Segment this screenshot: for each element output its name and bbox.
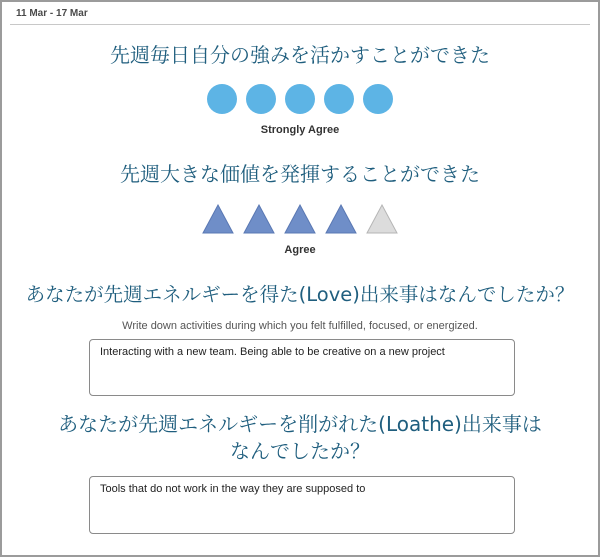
rating-triangle-4[interactable] [325,204,357,234]
rating-triangle-2[interactable] [243,204,275,234]
week-range-label: 11 Mar - 17 Mar [16,8,88,19]
rating-triangle-3[interactable] [284,204,316,234]
rating-circle-1[interactable] [207,84,237,114]
love-hint-text: Write down activities during which you felt fulfilled, focused, or energized. [122,320,478,332]
question-value: 先週大きな価値を発揮することができた [120,162,480,186]
value-rating[interactable] [2,204,598,234]
rating-triangle-5[interactable] [366,204,398,234]
loathe-answer-field[interactable]: Tools that do not work in the way they are supposed to [89,476,515,534]
love-answer-field[interactable]: Interacting with a new team. Being able to be creative on a new project [89,339,515,396]
rating-circle-4[interactable] [324,84,354,114]
question-strengths: 先週毎日自分の強みを活かすことができた [110,43,490,67]
header-divider [10,24,590,25]
question-loathe-line2: なんでしたか？ [230,439,370,463]
rating-triangle-1[interactable] [202,204,234,234]
question-loathe [2,411,598,465]
question-loathe-line1: あなたが先週エネルギーを削がれた(Loathe)出来事は [58,412,542,436]
rating-circle-2[interactable] [246,84,276,114]
strengths-rating-label: Strongly Agree [260,124,340,136]
strengths-rating[interactable] [2,84,598,114]
rating-circle-5[interactable] [363,84,393,114]
rating-circle-3[interactable] [285,84,315,114]
value-rating-label: Agree [284,244,316,256]
question-love: あなたが先週エネルギーを得た(Love)出来事はなんでしたか？ [25,283,575,306]
